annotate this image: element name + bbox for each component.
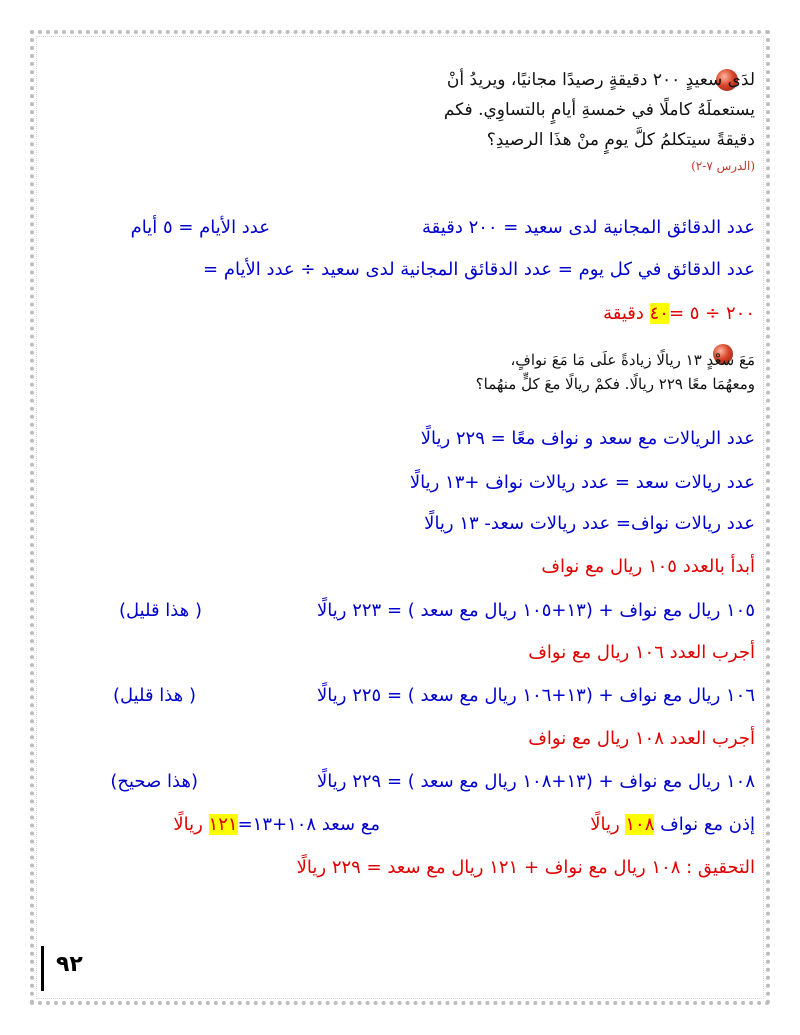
problem-2-line: ومعهُمَا معًا ٢٢٩ ريالًا. فكمْ ريالًا معَ كلٍّ منهُما؟ (475, 375, 755, 393)
next-guess-1-line: أجرب العدد ١٠٦ ريال مع نواف (528, 642, 755, 663)
days-line: عدد الأيام = ٥ أيام (130, 217, 270, 238)
try-1-note: ( هذا قليل) (118, 600, 202, 621)
nawaf-answer-line (590, 816, 755, 834)
division-unit: دقيقة (603, 303, 644, 324)
page-number-bar (41, 946, 44, 991)
nawaf-riyals-line: عدد ريالات نواف= عدد ريالات سعد- ١٣ ريالًا (424, 513, 755, 534)
problem-1-text (395, 65, 755, 177)
saad-riyals-line: عدد ريالات سعد = عدد ريالات نواف +١٣ ريالًا (409, 472, 755, 493)
verification-line: التحقيق : ١٠٨ ريال مع نواف + ١٢١ ريال مع سعد = ٢٢٩ ريالًا (296, 857, 755, 878)
nawaf-answer-unit: ريالًا (590, 814, 620, 835)
start-guess-line: أبدأ بالعدد ١٠٥ ريال مع نواف (541, 556, 755, 577)
nawaf-answer-prefix: إذن مع نواف (660, 814, 755, 835)
minutes-per-day-line: عدد الدقائق في كل يوم = عدد الدقائق المجانية لدى سعيد ÷ عدد الأيام = (203, 259, 755, 280)
problem-1-line: دقيقةً سيتكلمُ كلَّ يومٍ منْ هذَا الرصيدِ؟ (486, 130, 755, 150)
problem-2-line: مَعَ سعْدٍ ١٣ ريالًا زيادةً علَى مَا مَعَ نوافٍ، (510, 351, 755, 369)
division-answer: ٤٠ (649, 303, 669, 324)
problem-2-text (355, 348, 755, 396)
saad-answer-line (173, 816, 380, 834)
try-3-line: ١٠٨ ريال مع نواف + (١٣+١٠٨ ريال مع سعد ) = ٢٢٩ ريالًا (317, 771, 755, 792)
total-riyals-line: عدد الريالات مع سعد و نواف معًا = ٢٢٩ ريالًا (420, 428, 755, 449)
try-1-line: ١٠٥ ريال مع نواف + (١٣+١٠٥ ريال مع سعد ) = ٢٢٣ ريالًا (317, 600, 755, 621)
try-3-note: (هذا صحيح) (110, 771, 198, 792)
problem-1-line: يستعملَهُ كاملًا في خمسةِ أيامٍ بالتساوِي. فكم (443, 100, 755, 120)
saad-answer-unit: ريالًا (173, 814, 203, 835)
division-expression: ٢٠٠ ÷ ٥ = (668, 303, 755, 324)
problem-1-line: لدَى سعيدٍ ٢٠٠ دقيقةٍ رصيدًا مجانيًا، ويريدُ أنْ (446, 70, 755, 90)
next-guess-2-line: أجرب العدد ١٠٨ ريال مع نواف (528, 728, 755, 749)
saad-answer-prefix: مع سعد ١٠٨+١٣= (237, 814, 380, 835)
page-number: ٩٢ (56, 952, 83, 977)
saad-answer-value: ١٢١ (208, 814, 238, 835)
free-minutes-line: عدد الدقائق المجانية لدى سعيد = ٢٠٠ دقيقة (422, 217, 755, 238)
lesson-reference: (الدرس ٧-٢) (691, 159, 755, 173)
try-2-note: ( هذا قليل) (112, 685, 196, 706)
try-2-line: ١٠٦ ريال مع نواف + (١٣+١٠٦ ريال مع سعد ) = ٢٢٥ ريالًا (317, 685, 755, 706)
division-calc-line (603, 305, 755, 323)
nawaf-answer-value: ١٠٨ (625, 814, 655, 835)
